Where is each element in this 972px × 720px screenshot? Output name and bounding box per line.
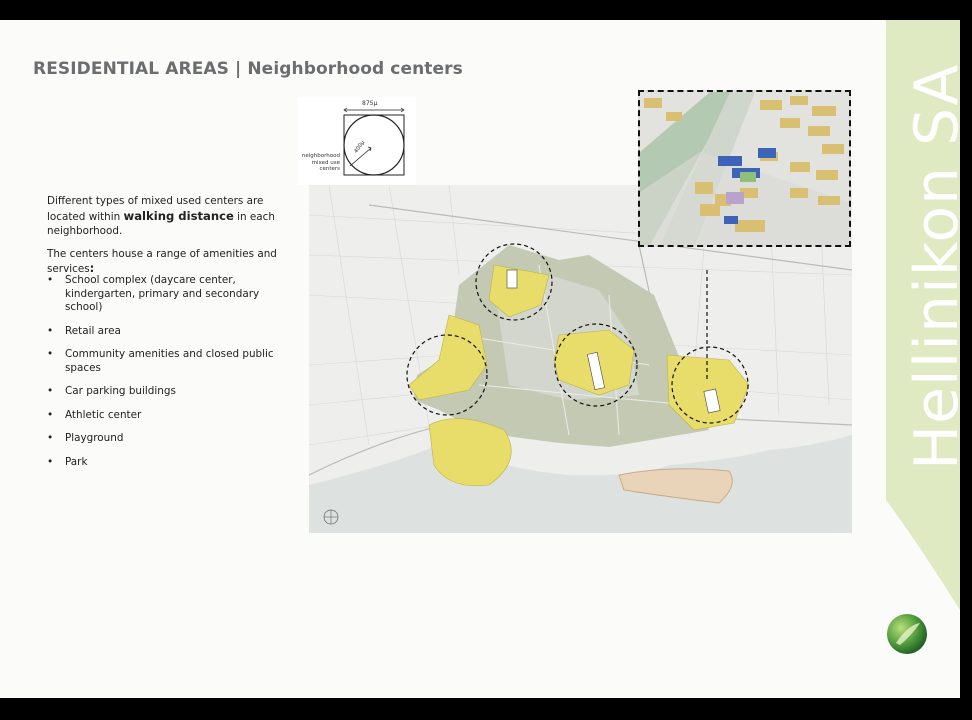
- list-item: [47, 325, 297, 339]
- list-item-label: Playground: [65, 432, 124, 444]
- diagram-width-label: 875μ: [362, 100, 378, 107]
- list-item: [47, 385, 297, 399]
- list-item-label: Retail area: [65, 324, 121, 337]
- aerial-inset-graphic: [640, 92, 849, 245]
- list-item: [47, 348, 297, 375]
- bottom-letterbox: [0, 698, 960, 720]
- list-item: [47, 274, 290, 315]
- list-item: [47, 456, 297, 470]
- center-building: [507, 270, 517, 288]
- bullet-icon: •: [47, 455, 54, 468]
- list-item-label: Community amenities and closed public spaces: [65, 348, 274, 374]
- list-item: [47, 409, 297, 423]
- list-item-label: School complex (daycare center, kindergarten, primary and secondary school): [65, 274, 260, 313]
- list-item-label: Car parking buildings: [65, 385, 176, 397]
- list-item: [47, 432, 297, 446]
- list-item-label: Park: [65, 455, 88, 468]
- aerial-inset: [638, 90, 851, 247]
- bullet-icon: •: [47, 274, 54, 286]
- intro-paragraph-2: [47, 247, 297, 277]
- walking-distance-diagram: [298, 97, 416, 185]
- intro-text-end: in each neighborhood.: [47, 210, 275, 237]
- bullet-icon: •: [47, 348, 54, 360]
- intro-bold: walking distance: [123, 208, 234, 223]
- intro-colon: :: [89, 261, 95, 275]
- intro-text-part: Different types of mixed used centers are located within: [47, 195, 264, 223]
- intro-text: [47, 194, 297, 285]
- list-item-label: Athletic center: [65, 408, 142, 421]
- bullet-icon: •: [47, 408, 54, 421]
- diagram-radius-label: 400μ: [353, 139, 367, 155]
- bullet-icon: •: [47, 324, 54, 337]
- bullet-icon: •: [47, 432, 54, 444]
- intro-text-services: The centers house a range of amenities and services: [47, 247, 277, 275]
- slide-title: RESIDENTIAL AREAS | Neighborhood centers: [33, 59, 463, 79]
- bullet-icon: •: [47, 385, 54, 397]
- amenities-list: [47, 274, 297, 479]
- diagram-legend-label: neighborhood mixed use centers: [301, 153, 340, 172]
- brand-name: Hellinikon SA: [902, 63, 972, 470]
- top-letterbox: [0, 0, 960, 20]
- intro-paragraph-1: [47, 194, 297, 239]
- company-logo-icon: [886, 613, 928, 655]
- slide: [0, 20, 972, 698]
